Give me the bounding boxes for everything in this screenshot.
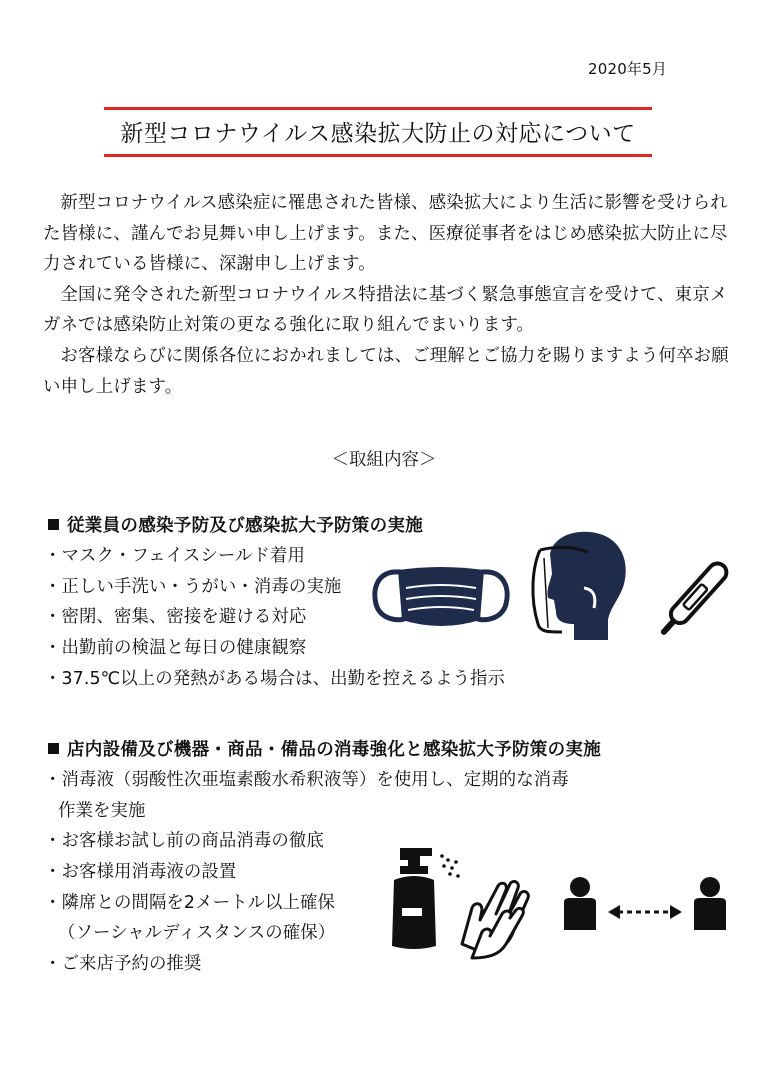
section2-title: [48, 736, 601, 761]
list-item: ・隣席との間隔を2メートル以上確保: [44, 892, 336, 913]
list-item: ・お客様用消毒液の設置: [44, 862, 237, 883]
page-title: 新型コロナウイルス感染拡大防止の対応について: [120, 121, 636, 147]
mask-icon: [370, 566, 512, 630]
list-item: ・消毒液（弱酸性次亜塩素酸水希釈液等）を使用し、定期的な消毒: [44, 770, 569, 790]
intro-paragraph-3: お客様ならびに関係各位におかれましては、ご理解とご協力を賜りますよう何卒お願い申し上げます。: [43, 345, 729, 397]
list-item: ・お客様お試し前の商品消毒の徹底: [44, 831, 324, 852]
title-rule-bottom: [104, 154, 652, 157]
list-item: ・正しい手洗い・うがい・消毒の実施: [44, 576, 342, 597]
date-label: 2020年5月: [588, 60, 668, 78]
intro-text: [43, 188, 733, 402]
list-item: ・密閉、密集、密接を避ける対応: [44, 607, 307, 628]
section2-title-text: 店内設備及び機器・商品・備品の消毒強化と感染拡大予防策の実施: [67, 740, 601, 760]
list-item: ・ご来店予約の推奨: [44, 954, 202, 975]
title-rule-top: [104, 107, 652, 110]
list-item-continued: （ソーシャルディスタンスの確保）: [58, 923, 336, 944]
intro-paragraph-2: 全国に発令された新型コロナウイルス特措法に基づく緊急事態宣言を受けて、東京メガネでは感染防止対策の更なる強化に取り組んでまいります。: [43, 284, 728, 336]
section1-title: [48, 512, 423, 537]
square-bullet-icon: [48, 743, 59, 754]
thermometer-icon: [652, 546, 744, 642]
face-shield-icon: [522, 528, 634, 648]
hand-washing-icon: [452, 874, 536, 960]
list-item-continued: 作業を実施: [58, 800, 146, 821]
square-bullet-icon: [48, 519, 59, 530]
section1-title-text: 従業員の感染予防及び感染拡大予防策の実施: [67, 516, 423, 536]
intro-paragraph-1: 新型コロナウイルス感染症に罹患された皆様、感染拡大により生活に影響を受けられた皆様に、謹んでお見舞い申し上げます。また、医療従事者をはじめ感染拡大防止に尽力されている皆様に、深謝申し上げます。: [43, 193, 728, 275]
list-item: ・37.5℃以上の発熱がある場合は、出勤を控えるよう指示: [44, 668, 506, 689]
torikumi-heading: ＜取組内容＞: [331, 450, 437, 470]
list-item: ・マスク・フェイスシールド着用: [44, 546, 305, 566]
list-item: ・出勤前の検温と毎日の健康観察: [44, 638, 307, 659]
social-distance-icon: [560, 876, 734, 934]
